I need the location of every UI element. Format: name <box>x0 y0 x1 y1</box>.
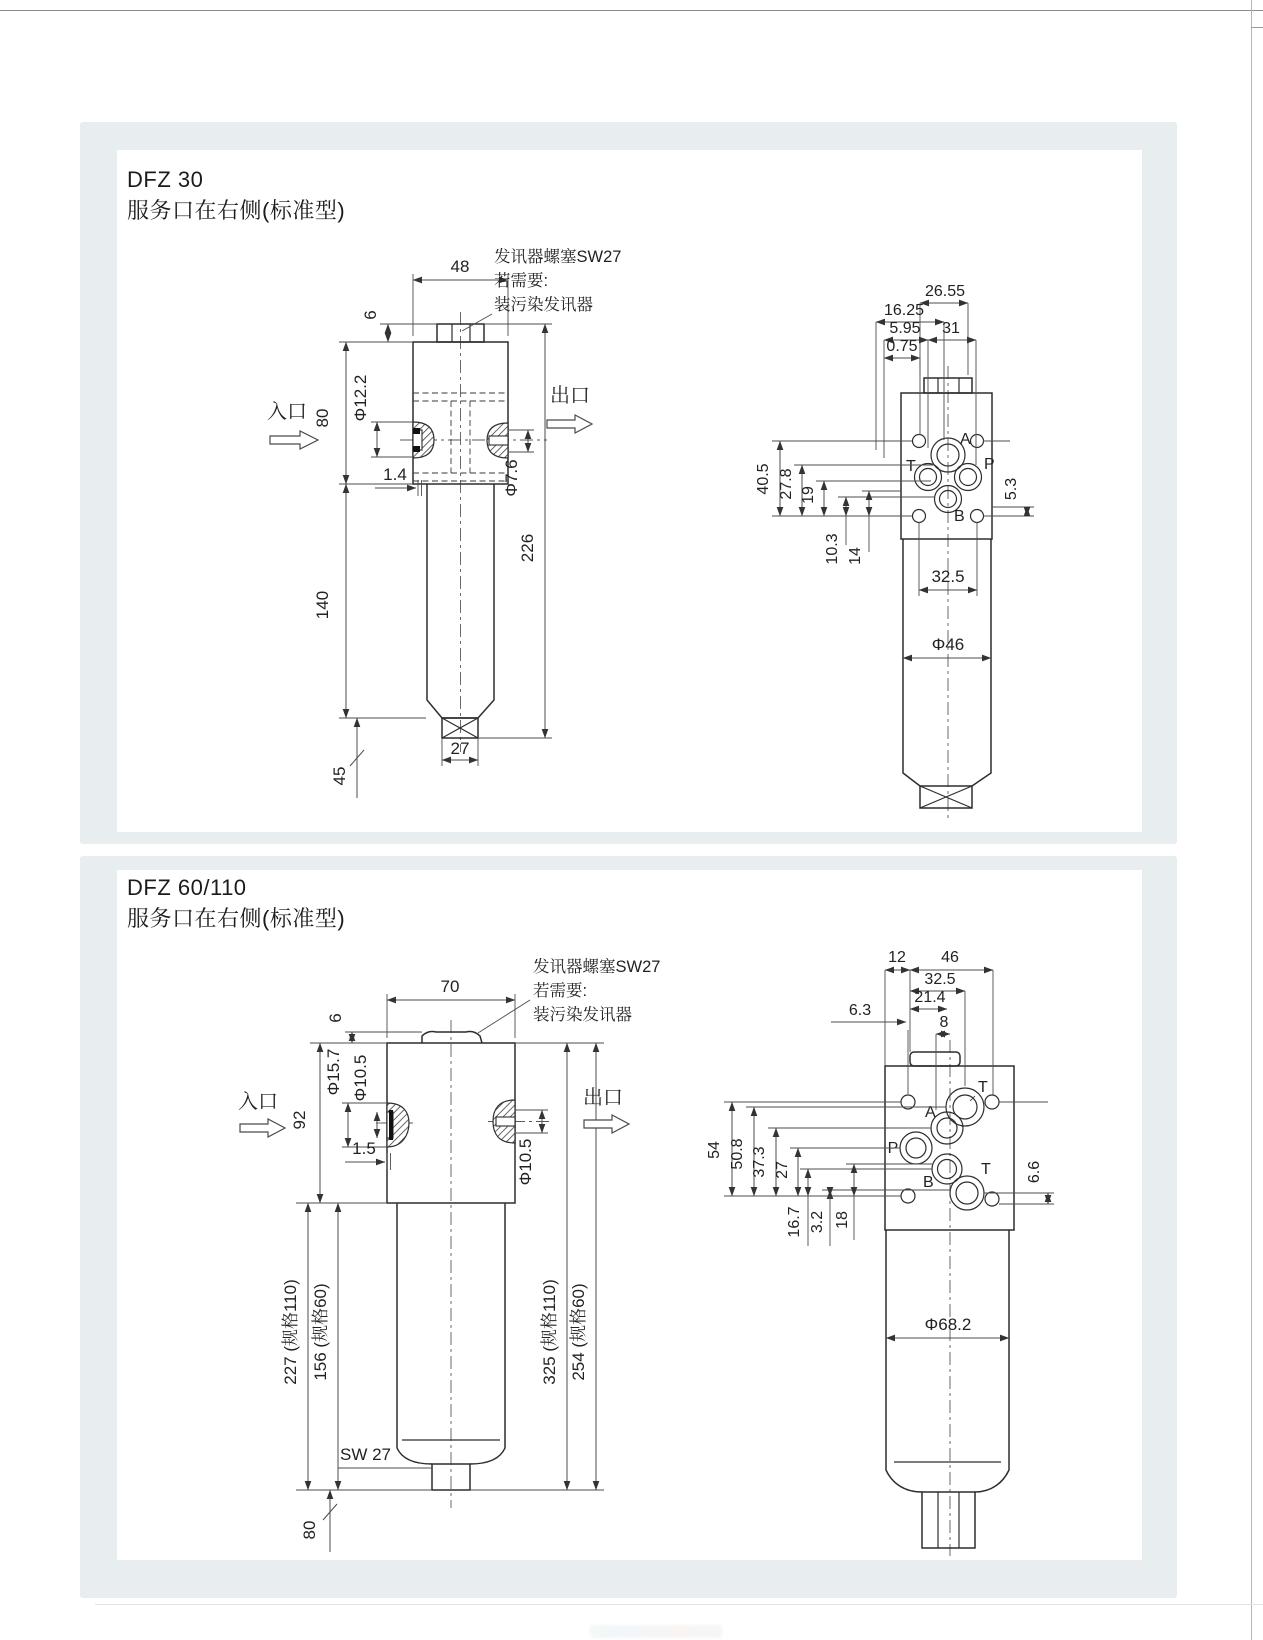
callout-line1: 发讯器螺塞SW27 <box>533 958 661 976</box>
dfz30-port-T <box>915 464 942 491</box>
dim-27: 27 <box>774 1161 791 1179</box>
dfz60-title-line1: DFZ 60/110 <box>127 875 247 900</box>
inlet-arrow-icon <box>240 1119 285 1137</box>
dim-overall-226: 226 <box>518 533 537 563</box>
dim-46: 46 <box>941 949 959 966</box>
port-label-b: B <box>923 1174 934 1191</box>
footer-divider <box>95 1604 1263 1605</box>
port-label-a: A <box>960 431 971 448</box>
dim-port-inner: Φ10.5 <box>351 1054 370 1102</box>
dfz60-face-view <box>706 949 1054 1556</box>
dim-plug-6: 6 <box>326 1013 345 1023</box>
dfz30-bolt-hole <box>971 510 984 523</box>
dim-31: 31 <box>942 320 960 337</box>
dim-outlet-dia: Φ10.5 <box>516 1138 535 1186</box>
sensor-callout <box>462 247 621 331</box>
dim-total60: 254 (规格60) <box>569 1283 588 1381</box>
inlet-arrow-icon <box>270 431 318 449</box>
dim-8: 8 <box>939 1014 949 1031</box>
right-border-line <box>1251 0 1252 1640</box>
dfz60-inlet-port <box>387 1103 409 1147</box>
outlet-label: 出口 <box>550 385 590 407</box>
dim-inlet-92: 92 <box>290 1110 309 1130</box>
dfz30-bolt-hole <box>913 435 926 448</box>
dfz30-face-view <box>755 283 1034 818</box>
dim-325: 32.5 <box>924 971 956 988</box>
port-label-t-bottom: T <box>981 1161 991 1178</box>
dfz30-bolt-hole <box>971 435 984 448</box>
dim-63: 6.3 <box>848 1002 872 1019</box>
dim-682: Φ68.2 <box>924 1315 972 1334</box>
dim-214: 21.4 <box>914 989 946 1006</box>
dim-54: 54 <box>706 1141 723 1159</box>
dim-46dia: Φ46 <box>931 635 965 654</box>
dim-12: 12 <box>888 949 906 966</box>
dfz60-outlet-port <box>493 1100 515 1143</box>
dfz60-plug <box>422 1032 482 1044</box>
dim-outlet-dia: Φ7.6 <box>502 459 521 497</box>
port-label-p: P <box>887 1140 899 1157</box>
dfz30-title-line2: 服务口在右侧(标准型) <box>127 198 346 223</box>
outlet-label: 出口 <box>583 1087 623 1109</box>
dim-103: 10.3 <box>824 533 841 565</box>
dfz60-drawings <box>117 870 1142 1560</box>
dim-18: 18 <box>834 1211 851 1229</box>
port-label-t-top: T <box>978 1079 988 1096</box>
dim-bowl-140: 140 <box>313 590 332 620</box>
label-sw27: SW 27 <box>340 1445 392 1464</box>
dfz30-inlet-port <box>413 422 434 458</box>
sensor-callout <box>478 957 660 1033</box>
dim-clearance-80: 80 <box>300 1520 319 1540</box>
dfz60-bolt-hole <box>985 1095 999 1109</box>
dim-port-outer: Φ15.7 <box>324 1048 343 1096</box>
outlet-arrow-icon <box>547 415 592 433</box>
port-label-b: B <box>954 508 965 525</box>
outlet-arrow-icon <box>584 1115 629 1133</box>
port-label-p: P <box>984 456 995 473</box>
dfz30-port-P <box>955 464 982 491</box>
port-label-a: A <box>925 1104 936 1121</box>
dim-325: 32.5 <box>931 567 965 586</box>
dfz60-face-bowl <box>886 1230 1009 1492</box>
dfz30-drawings <box>117 150 1142 832</box>
dim-1625: 16.25 <box>883 302 925 319</box>
dim-width-70: 70 <box>440 977 460 996</box>
dim-bottom-27: 27 <box>450 739 470 758</box>
callout-line3: 装污染发讯器 <box>494 296 593 314</box>
dim-508: 50.8 <box>729 1138 746 1170</box>
dfz60-front-view <box>238 957 660 1552</box>
dim-278: 27.8 <box>778 468 795 500</box>
dim-wall-15: 1.5 <box>352 1139 376 1158</box>
dim-405: 40.5 <box>755 463 772 495</box>
dim-width-48: 48 <box>450 257 470 276</box>
dfz60-bolt-hole <box>985 1192 999 1206</box>
dfz30-title-line1: DFZ 30 <box>127 167 204 192</box>
dfz60-face-stub <box>922 1492 975 1548</box>
dim-len60: 156 (规格60) <box>311 1283 330 1381</box>
dim-2655: 26.55 <box>924 283 966 300</box>
dim-14: 14 <box>847 547 864 565</box>
dfz60-port-A <box>931 1112 963 1144</box>
dim-373: 37.3 <box>751 1146 768 1178</box>
dim-32: 3.2 <box>809 1210 826 1234</box>
dim-wall-14: 1.4 <box>383 465 407 484</box>
dim-clearance-45: 45 <box>330 766 349 786</box>
right-border-tick <box>1251 27 1263 28</box>
callout-line2: 若需要: <box>533 982 588 1000</box>
dim-len110: 227 (规格110) <box>281 1279 300 1385</box>
dim-inlet-80: 80 <box>313 408 332 428</box>
dfz60-bolt-hole <box>901 1189 915 1203</box>
inlet-label: 入口 <box>238 1091 278 1113</box>
dim-plug-6: 6 <box>361 310 380 320</box>
dim-595: 5.95 <box>889 320 921 337</box>
dim-port-dia: Φ12.2 <box>351 374 370 422</box>
dim-075: 0.75 <box>886 338 918 355</box>
dim-66: 6.6 <box>1026 1160 1043 1184</box>
dfz30-front-view <box>267 247 621 798</box>
dfz60-title-line2: 服务口在右侧(标准型) <box>127 906 346 931</box>
dfz60-face-plug <box>910 1052 960 1066</box>
dfz60-port-T-bottom <box>950 1176 984 1210</box>
callout-line2: 若需要: <box>494 272 549 290</box>
callout-line3: 装污染发讯器 <box>533 1006 632 1024</box>
dfz30-outlet-port <box>487 423 508 458</box>
port-label-t: T <box>906 458 916 475</box>
dim-19: 19 <box>800 486 817 504</box>
dfz60-port-P <box>900 1132 932 1164</box>
top-border-line <box>0 10 1263 11</box>
dim-53: 5.3 <box>1003 477 1020 501</box>
dfz30-bolt-hole <box>913 510 926 523</box>
dim-167: 16.7 <box>786 1206 803 1238</box>
callout-line1: 发讯器螺塞SW27 <box>494 248 622 266</box>
footer-watermark <box>590 1625 722 1638</box>
dim-total110: 325 (规格110) <box>540 1279 559 1385</box>
inlet-label: 入口 <box>267 401 307 423</box>
